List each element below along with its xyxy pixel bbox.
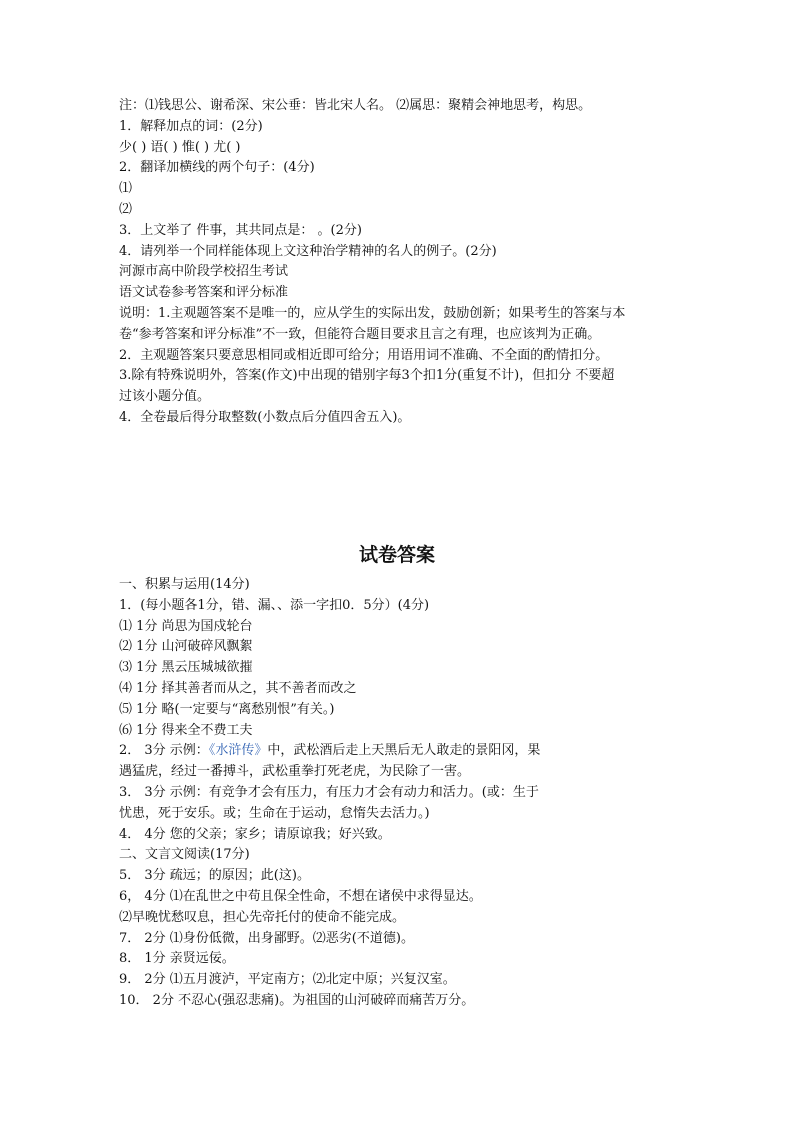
grading-note-3a: 3.除有特殊说明外，答案(作文)中出现的错别字每3个扣1分(重复不计)，但扣分 不要超 <box>119 368 615 384</box>
answer-1-1: ⑴ 1分 尚思为国戍轮台 <box>119 618 253 634</box>
question-4: 4．请列举一个同样能体现上文这种治学精神的名人的例子。(2分) <box>119 243 497 259</box>
answer-6-cont: ⑵早晚忧愁叹息，担心先帝托付的使命不能完成。 <box>119 909 406 925</box>
answer-10: 10． 2分 不忍心(强忍悲痛)。为祖国的山河破碎而痛苦万分。 <box>119 992 475 1008</box>
answer-5: 5． 3分 疏远；的原因；此(这)。 <box>119 868 310 884</box>
exam-name: 河源市高中阶段学校招生考试 <box>119 264 289 280</box>
grading-note-2: 2．主观题答案只要意思相同或相近即可给分；用语用词不准确、不全面的酌情扣分。 <box>119 347 609 363</box>
question-2: 2．翻译加横线的两个句子：(4分) <box>119 160 315 176</box>
grading-note-1a: 说明：1.主观题答案不是唯一的，应从学生的实际出发，鼓励创新；如果考生的答案与本 <box>119 305 626 321</box>
book-title-link[interactable]: 《水浒传》 <box>208 743 268 759</box>
grading-note-4: 4．全卷最后得分取整数(小数点后分值四舍五入)。 <box>119 409 411 425</box>
answer-1-4: ⑷ 1分 择其善者而从之，其不善者而改之 <box>119 680 357 696</box>
answer-1-6: ⑹ 1分 得来全不费工夫 <box>119 722 253 738</box>
grading-note-3b: 过该小题分值。 <box>119 389 211 405</box>
question-1: 1．解释加点的词：(2分) <box>119 118 263 134</box>
section-heading-2: 二、文言文阅读(17分) <box>119 847 250 863</box>
answer-1-3: ⑶ 1分 黑云压城城欲摧 <box>119 660 253 676</box>
answer-3: 3． 3分 示例：有竞争才会有压力，有压力才会有动力和活力。(或：生于 <box>119 784 539 800</box>
answer-2 <box>119 741 679 762</box>
answer-8: 8． 1分 亲贤远佞。 <box>119 951 235 967</box>
grading-note-1b: 卷“参考答案和评分标准”不一致，但能符合题目要求且言之有理，也应该判为正确。 <box>119 326 601 342</box>
answer-1-5: ⑸ 1分 略(一定要与“离愁别恨”有关。) <box>119 701 335 717</box>
section-heading-1: 一、积累与运用(14分) <box>119 577 250 592</box>
answer-4: 4． 4分 您的父亲；家乡；请原谅我；好兴致。 <box>119 826 391 842</box>
question-3: 3．上文举了 件事，其共同点是： 。(2分) <box>119 222 362 238</box>
answer-2-text: 中，武松酒后走上天黑后无人敢走的景阳冈，果 <box>267 743 541 759</box>
answer-9: 9． 2分 ⑴五月渡泸，平定南方；⑵北定中原；兴复汉室。 <box>119 972 456 988</box>
grading-title: 语文试卷参考答案和评分标准 <box>119 285 289 301</box>
answer-2-prefix: 2． 3分 示例： <box>119 743 209 759</box>
answer-1-2: ⑵ 1分 山河破碎风飘絮 <box>119 639 253 655</box>
answers-title: 试卷答案 <box>358 544 435 566</box>
exam-questions-section <box>119 96 679 429</box>
question-2-item-1: ⑴ <box>119 181 133 197</box>
question-1-blanks: 少( ) 语( ) 惟( ) 尤( ) <box>119 139 241 155</box>
note-line: 注：⑴钱思公、谢希深、宋公垂：皆北宋人名。 ⑵属思：聚精会神地思考，构思。 <box>119 98 592 113</box>
answer-2-cont: 遇猛虎，经过一番搏斗，武松重拳打死老虎，为民除了一害。 <box>119 764 471 780</box>
answer-3-cont: 忧患，死于安乐。或；生命在于运动，怠惰失去活力。) <box>119 805 430 821</box>
answer-6: 6， 4分 ⑴在乱世之中苟且保全性命，不想在诸侯中求得显达。 <box>119 888 482 904</box>
answer-1: 1．(每小题各1分，错、漏、、添一字扣0．5分）(4分) <box>119 597 430 613</box>
answers-section <box>119 575 679 1012</box>
answer-7: 7． 2分 ⑴身份低微，出身鄙野。⑵恶劣(不道德)。 <box>119 930 414 946</box>
question-2-item-2: ⑵ <box>119 201 133 217</box>
